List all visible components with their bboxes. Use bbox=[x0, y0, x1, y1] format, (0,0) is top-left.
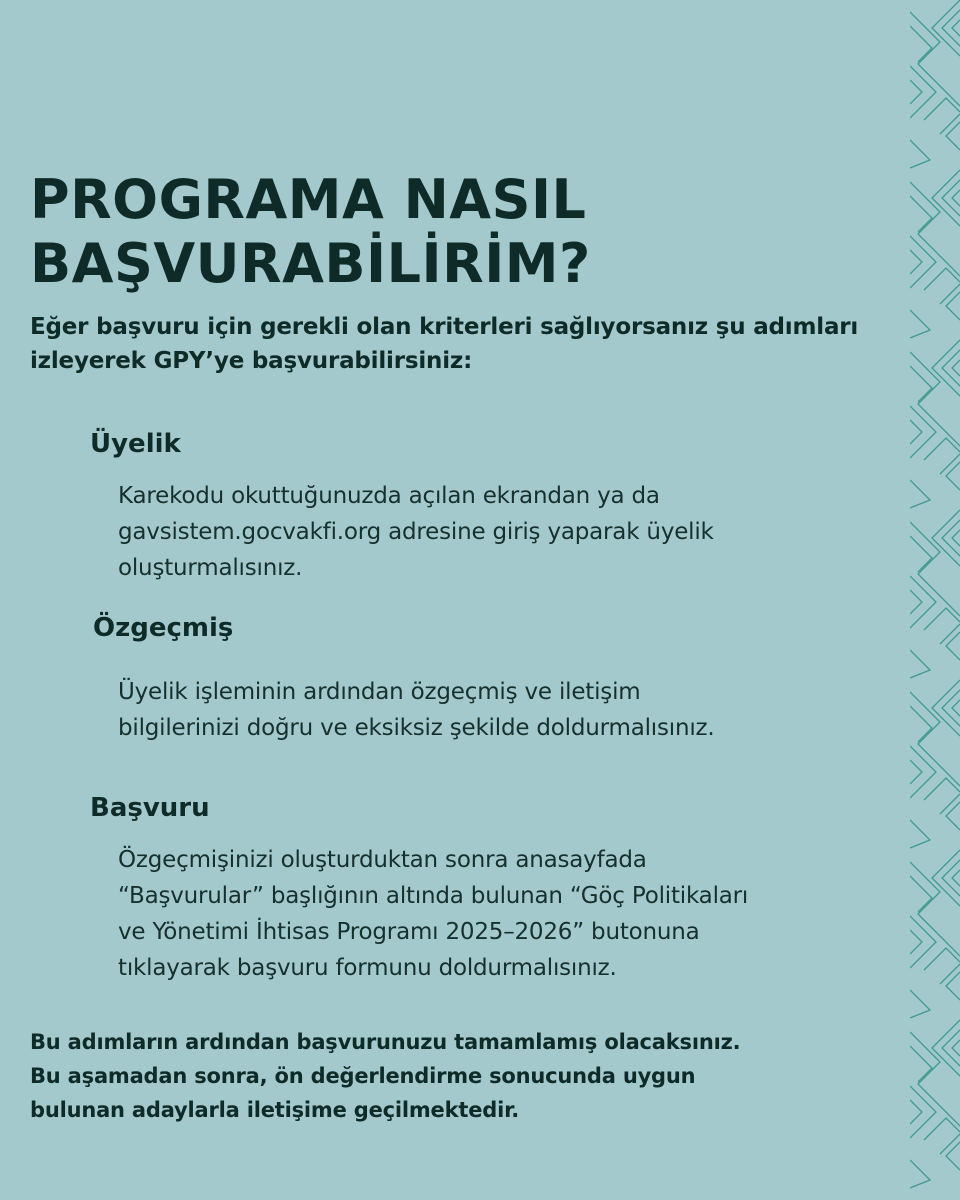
step-line: tıklayarak başvuru formunu doldurmalısınız. bbox=[118, 955, 617, 981]
step-heading-application: Başvuru bbox=[90, 793, 210, 823]
outro-line-2: Bu aşamadan sonra, ön değerlendirme sonucunda uygun bbox=[30, 1064, 696, 1088]
step-line: “Başvurular” başlığının altında bulunan “Göç Politikaları bbox=[118, 883, 749, 909]
page-title-line-1: PROGRAMA NASIL bbox=[30, 168, 587, 231]
intro-line-1: Eğer başvuru için gerekli olan kriterleri sağlıyorsanız şu adımları bbox=[30, 314, 859, 340]
step-line: gavsistem.gocvakfi.org adresine giriş yaparak üyelik bbox=[118, 519, 714, 545]
step-body-application bbox=[118, 842, 858, 986]
step-body-membership bbox=[118, 478, 858, 586]
step-line: Karekodu okuttuğunuzda açılan ekrandan ya da bbox=[118, 483, 660, 509]
page-title-line-2: BAŞVURABİLİRİM? bbox=[30, 232, 591, 295]
step-line: Özgeçmişinizi oluşturduktan sonra anasayfada bbox=[118, 847, 647, 873]
page-title bbox=[30, 168, 890, 296]
step-line: Üyelik işleminin ardından özgeçmiş ve iletişim bbox=[118, 679, 641, 705]
step-line: bilgilerinizi doğru ve eksiksiz şekilde doldurmalısınız. bbox=[118, 715, 715, 741]
outro-line-1: Bu adımların ardından başvurunuzu tamamlamış olacaksınız. bbox=[30, 1030, 741, 1054]
step-body-cv bbox=[118, 674, 858, 746]
geometric-border-icon bbox=[910, 0, 960, 1200]
intro-line-2: izleyerek GPY’ye başvurabilirsiniz: bbox=[30, 348, 473, 374]
step-line: ve Yönetimi İhtisas Programı 2025–2026” butonuna bbox=[118, 919, 700, 945]
outro-text bbox=[30, 1025, 890, 1127]
step-heading-membership: Üyelik bbox=[90, 429, 181, 459]
outro-line-3: bulunan adaylarla iletişime geçilmektedir. bbox=[30, 1098, 520, 1122]
step-line: oluşturmalısınız. bbox=[118, 555, 303, 581]
intro-text bbox=[30, 310, 910, 378]
step-heading-cv: Özgeçmiş bbox=[93, 613, 234, 643]
